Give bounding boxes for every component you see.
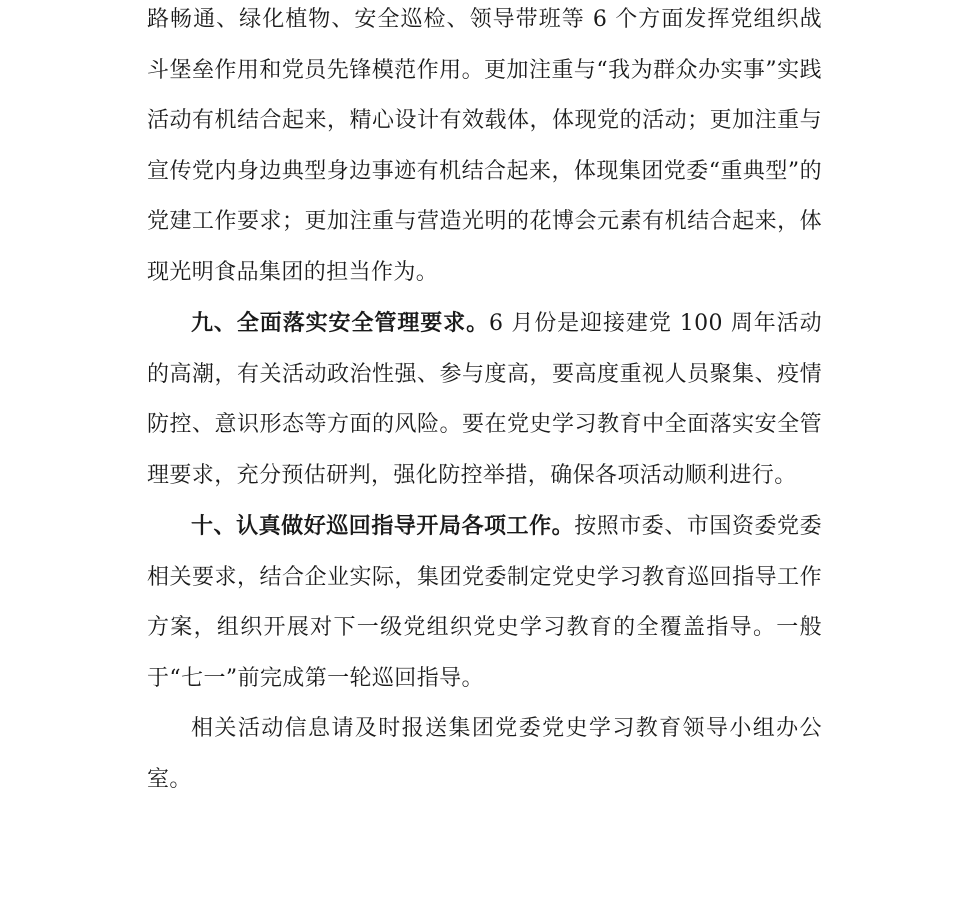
paragraph-section-ten — [147, 501, 822, 704]
paragraph-closing — [147, 704, 822, 805]
section-heading: 九、全面落实安全管理要求。 — [191, 310, 490, 336]
paragraph-text: 6 月份是迎接建党 100 周年活动的高潮，有关活动政治性强、参与度高，要高度重视人员聚集、疫情防控、意识形态等方面的风险。要在党史学习教育中全面落实安全管理要求，充分预估研判，强化防控举措，确保各项活动顺利进行。 — [147, 311, 822, 488]
paragraph-continuation — [147, 0, 822, 298]
paragraph-text: 路畅通、绿化植物、安全巡检、领导带班等 6 个方面发挥党组织战斗堡垒作用和党员先锋模范作用。更加注重与“我为群众办实事”实践活动有机结合起来，精心设计有效载体，体现党的活动；更加注重与宣传党内身边典型身边事迹有机结合起来，体现集团党委“重典型”的党建工作要求；更加注重与营造光明的花博会元素有机结合起来，体现光明食品集团的担当作为。 — [147, 7, 822, 285]
paragraph-section-nine — [147, 298, 822, 501]
section-heading: 十、认真做好巡回指导开局各项工作。 — [191, 513, 575, 539]
paragraph-text: 按照市委、市国资委党委相关要求，结合企业实际，集团党委制定党史学习教育巡回指导工作方案，组织开展对下一级党组织党史学习教育的全覆盖指导。一般于“七一”前完成第一轮巡回指导。 — [147, 514, 822, 691]
document-body — [147, 0, 822, 805]
paragraph-text: 相关活动信息请及时报送集团党委党史学习教育领导小组办公室。 — [147, 716, 822, 792]
